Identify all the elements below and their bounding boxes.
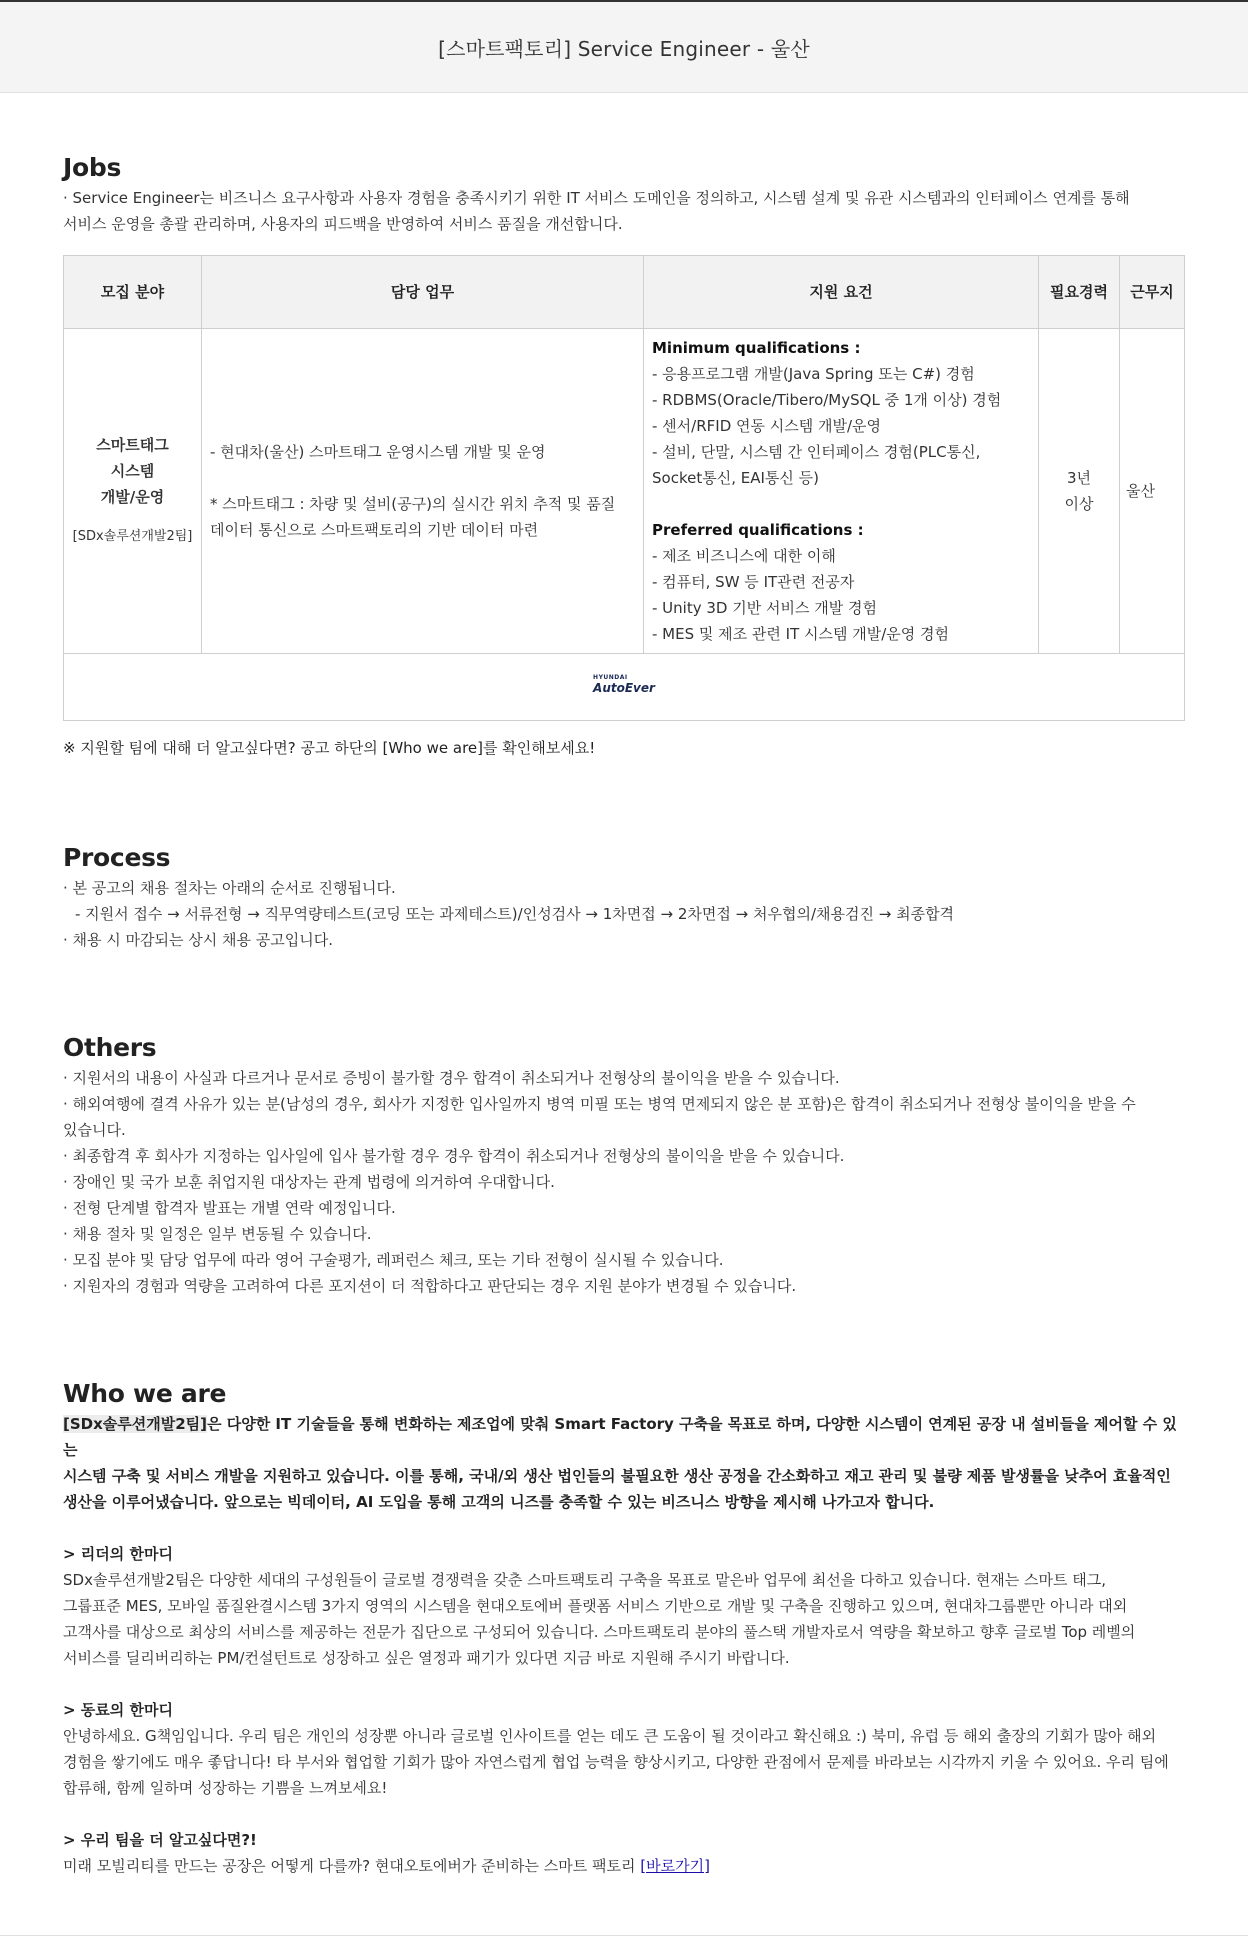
min-qualifications-title: Minimum qualifications : [652, 339, 861, 357]
more-about-team-title: > 우리 팀을 더 알고싶다면?! [63, 1831, 257, 1849]
team-info-note: ※ 지원할 팀에 대해 더 알고싶다면? 공고 하단의 [Who we are]를 확인해보세요! [63, 739, 596, 757]
peer-message-line: 안녕하세요. G책임입니다. 우리 팀은 개인의 성장뿐 아니라 글로벌 인사이트를 얻는 데도 큰 도움이 될 것이라고 확신해요 :) 북미, 유럽 등 해외 출장의 기회가 많아 해외 [63, 1727, 1157, 1745]
peer-message-line: 경험을 쌓기에도 매우 좋답니다! 타 부서와 협업할 기회가 많아 자연스럽게 협업 능력을 향상시키고, 다양한 관점에서 문제를 바라보는 시각까지 키울 수 있어요. 우리 팀에 [63, 1753, 1169, 1771]
table-row [64, 329, 1185, 654]
process-line: · 채용 시 마감되는 상시 채용 공고입니다. [63, 931, 333, 949]
logo-main-text: AutoEver [593, 681, 655, 695]
logo-cell [64, 654, 1185, 721]
others-line: · 채용 절차 및 일정은 일부 변동될 수 있습니다. [63, 1225, 372, 1243]
process-heading: Process [63, 843, 171, 872]
jobs-heading: Jobs [63, 153, 122, 182]
jobs-intro-line-2: 서비스 운영을 총괄 관리하며, 사용자의 피드백을 반영하여 서비스 품질을 개선합니다. [63, 215, 623, 233]
process-line: · 본 공고의 채용 절차는 아래의 순서로 진행됩니다. [63, 879, 396, 897]
others-heading: Others [63, 1033, 157, 1062]
category-cell [64, 329, 202, 654]
more-about-team-line [63, 1853, 1185, 1879]
requirements-cell [644, 329, 1039, 654]
location-cell: 울산 [1120, 329, 1185, 654]
hyundai-autoever-logo [593, 675, 655, 694]
experience-line: 3년 [1066, 469, 1092, 487]
team-intro-line-3: 생산을 이루어냈습니다. 앞으로는 빅데이터, AI 도입을 통해 고객의 니즈를 충족할 수 있는 비즈니스 방향을 제시해 나가고자 합니다. [63, 1493, 935, 1511]
peer-message-line: 합류해, 함께 일하며 성장하는 기쁨을 느껴보세요! [63, 1779, 388, 1797]
jobs-section [63, 93, 1185, 761]
duty-line: 데이터 통신으로 스마트팩토리의 기반 데이터 마련 [210, 521, 539, 539]
bottom-border [0, 1935, 1248, 1936]
column-header-location: 근무지 [1120, 256, 1185, 329]
who-we-are-section [63, 1377, 1185, 1879]
leader-message-line: SDx솔루션개발2팀은 다양한 세대의 구성원들이 글로벌 경쟁력을 갖춘 스마트팩토리 구축을 목표로 맡은바 업무에 최선을 다하고 있습니다. 현재는 스마트 태그, [63, 1571, 1106, 1589]
preferred-qualification-item: - MES 및 제조 관련 IT 시스템 개발/운영 경험 [652, 625, 949, 643]
category-line: 개발/운영 [100, 488, 165, 506]
min-qualification-item: Socket통신, EAI통신 등) [652, 469, 819, 487]
job-posting-content [0, 93, 1248, 1879]
shortcut-link[interactable]: [바로가기] [640, 1857, 710, 1875]
others-section [63, 1031, 1185, 1299]
table-header-row [64, 256, 1185, 329]
jobs-table [63, 255, 1185, 721]
min-qualification-item: - RDBMS(Oracle/Tibero/MySQL 중 1개 이상) 경험 [652, 391, 1002, 409]
team-intro-line-1 [63, 1411, 1185, 1463]
column-header-experience: 필요경력 [1039, 256, 1120, 329]
column-header-requirements: 지원 요건 [644, 256, 1039, 329]
min-qualification-item: - 설비, 단말, 시스템 간 인터페이스 경험(PLC통신, [652, 443, 981, 461]
logo-top-text: HYUNDAI [593, 674, 628, 681]
category-team: [SDx솔루션개발2팀] [72, 529, 193, 544]
preferred-qualification-item: - 컴퓨터, SW 등 IT관련 전공자 [652, 573, 855, 591]
leader-message-line: 그룹표준 MES, 모바일 품질완결시스템 3가지 영역의 시스템을 현대오토에버 플랫폼 서비스 기반으로 개발 및 구축을 진행하고 있으며, 현대차그룹뿐만 아니라 대외 [63, 1597, 1128, 1615]
category-line: 시스템 [110, 462, 155, 480]
duty-line: * 스마트태그 : 차량 및 설비(공구)의 실시간 위치 추적 및 품질 [210, 495, 616, 513]
team-intro-line-2: 시스템 구축 및 서비스 개발을 지원하고 있습니다. 이를 통해, 국내/외 생산 법인들의 불필요한 생산 공정을 간소화하고 재고 관리 및 불량 제품 발생률을 낮추어 효율적인 [63, 1467, 1171, 1485]
duties-cell [202, 329, 644, 654]
page-title: [스마트팩토리] Service Engineer - 울산 [438, 36, 810, 61]
others-line: · 장애인 및 국가 보훈 취업지원 대상자는 관계 법령에 의거하여 우대합니다. [63, 1173, 555, 1191]
preferred-qualifications-title: Preferred qualifications : [652, 521, 864, 539]
others-line: 있습니다. [63, 1121, 126, 1139]
category-line: 스마트태그 [96, 436, 169, 454]
logo-row [64, 654, 1185, 721]
peer-message-title: > 동료의 한마디 [63, 1701, 173, 1719]
others-line: · 지원서의 내용이 사실과 다르거나 문서로 증빙이 불가할 경우 합격이 취소되거나 전형상의 불이익을 받을 수 있습니다. [63, 1069, 840, 1087]
others-line: · 모집 분야 및 담당 업무에 따라 영어 구술평가, 레퍼런스 체크, 또는 기타 전형이 실시될 수 있습니다. [63, 1251, 724, 1269]
process-steps: - 지원서 접수 → 서류전형 → 직무역량테스트(코딩 또는 과제테스트)/인성검사 → 1차면접 → 2차면접 → 처우협의/채용검진 → 최종합격 [75, 905, 955, 923]
team-tag: [SDx솔루션개발2팀] [63, 1415, 208, 1433]
others-line: · 전형 단계별 합격자 발표는 개별 연락 예정입니다. [63, 1199, 396, 1217]
experience-cell [1039, 329, 1120, 654]
team-intro-text: 은 다양한 IT 기술들을 통해 변화하는 제조업에 맞춰 Smart Factory 구축을 목표로 하며, 다양한 시스템이 연계된 공장 내 설비들을 제어할 수 있는 [63, 1415, 1177, 1459]
min-qualification-item: - 응용프로그램 개발(Java Spring 또는 C#) 경험 [652, 365, 975, 383]
others-line: · 해외여행에 결격 사유가 있는 분(남성의 경우, 회사가 지정한 입사일까지 병역 미필 또는 병역 면제되지 않은 분 포함)은 합격이 취소되거나 전형상 불이익을 받을 수 [63, 1095, 1136, 1113]
duty-line: - 현대차(울산) 스마트태그 운영시스템 개발 및 운영 [210, 443, 546, 461]
leader-message-line: 서비스를 딜리버리하는 PM/컨설턴트로 성장하고 싶은 열정과 패기가 있다면 지금 바로 지원해 주시기 바랍니다. [63, 1649, 790, 1667]
experience-line: 이상 [1064, 495, 1094, 513]
jobs-intro-line-1: · Service Engineer는 비즈니스 요구사항과 사용자 경험을 충족시키기 위한 IT 서비스 도메인을 정의하고, 시스템 설계 및 유관 시스템과의 인터페이스 연계를 통해 [63, 189, 1130, 207]
process-section [63, 841, 1185, 953]
column-header-field: 모집 분야 [64, 256, 202, 329]
leader-message-line: 고객사를 대상으로 최상의 서비스를 제공하는 전문가 집단으로 구성되어 있습니다. 스마트팩토리 분야의 풀스택 개발자로서 역량을 확보하고 향후 글로벌 Top 레벨의 [63, 1623, 1136, 1641]
preferred-qualification-item: - Unity 3D 기반 서비스 개발 경험 [652, 599, 877, 617]
others-line: · 지원자의 경험과 역량을 고려하여 다른 포지션이 더 적합하다고 판단되는 경우 지원 분야가 변경될 수 있습니다. [63, 1277, 797, 1295]
page-header [0, 2, 1248, 93]
more-about-team-text: 미래 모빌리티를 만드는 공장은 어떻게 다를까? 현대오토에버가 준비하는 스마트 팩토리 [63, 1857, 641, 1875]
preferred-qualification-item: - 제조 비즈니스에 대한 이해 [652, 547, 836, 565]
others-line: · 최종합격 후 회사가 지정하는 입사일에 입사 불가할 경우 경우 합격이 취소되거나 전형상의 불이익을 받을 수 있습니다. [63, 1147, 845, 1165]
min-qualification-item: - 센서/RFID 연동 시스템 개발/운영 [652, 417, 882, 435]
who-we-are-heading: Who we are [63, 1379, 227, 1408]
leader-message-title: > 리더의 한마디 [63, 1545, 173, 1563]
column-header-duties: 담당 업무 [202, 256, 644, 329]
